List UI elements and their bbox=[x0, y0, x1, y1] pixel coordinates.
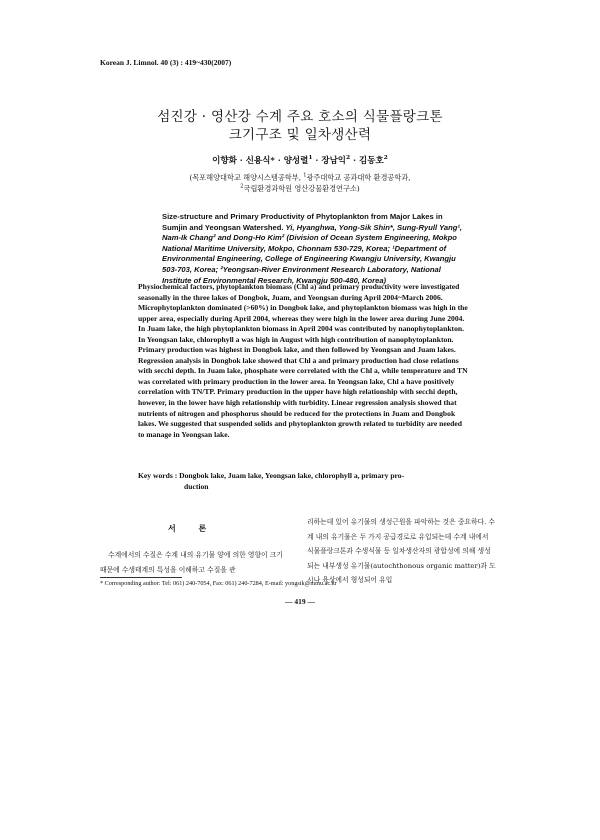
korean-authors bbox=[0, 154, 600, 166]
english-authors-affiliations: Yi, Hyanghwa, Yong-Sik Shin*, Sung-Ryull Yang¹, Nam-Ik Chang² and Dong-Ho Kim² (Division of Ocean System Engineering, Mokpo National Maritime University, Mokpo, Chonnam 530-729, Korea; ¹Department of Environmental Engineering, College of Engineering Kwangju University, Kwangju 503-703, Korea; ²Yeongsan-River Environment Research Laboratory, National Institute of Environmental Research, Kwangju 500-480, Korea) bbox=[162, 222, 463, 285]
author-name: 양성렬 bbox=[283, 156, 309, 166]
keywords-text-continued: duction bbox=[184, 481, 209, 491]
intro-left-column: 수계에서의 수질은 수계 내의 유기물 양에 의한 영향이 크기 때문에 수생태계의 특성을 이해하고 수질을 관 bbox=[100, 551, 283, 574]
affiliation-text: 국립환경과학원 영산강물환경연구소) bbox=[243, 184, 360, 193]
author-separator: · bbox=[274, 156, 284, 166]
author-separator: · bbox=[236, 156, 246, 166]
intro-right-column: 리하는데 있어 유기물의 생성근원을 파악하는 것은 중요하다. 수계 내의 유기물은 두 가지 공급경로로 유입되는데 수계 내에서 식물플랑크톤과 수생식물 등 일차생산자의 광합성에 의해 생성되는 내부생성 유기물(autochthonous organic matter)과 도시나 육상에서 형성되어 유입 bbox=[307, 518, 496, 584]
korean-title-line2: 크기구조 및 일차생산력 bbox=[228, 127, 372, 143]
keywords-label: Key words : bbox=[138, 471, 180, 480]
affiliation-mark: 2 bbox=[240, 183, 244, 190]
affiliation-text: (목포해양대학교 해양시스템공학부, bbox=[189, 173, 304, 182]
english-title-block bbox=[162, 212, 462, 286]
journal-citation: Korean J. Limnol. 40 (3) : 419~430(2007) bbox=[100, 58, 232, 67]
author-name: 이향화 bbox=[212, 156, 237, 166]
english-title: Size-structure and Primary Productivity of Phytoplankton from Major Lakes in Sumjin and Yeongsan Watershed. bbox=[162, 212, 443, 232]
keywords-text: Dongbok lake, Juam lake, Yeongsan lake, chlorophyll a, primary pro- bbox=[179, 471, 405, 480]
corresponding-author-footnote: * Corresponding author: Tel: 061) 240-7054, Fax: 061) 240-7284, E-mail: yongsik@mmu.ac.kr bbox=[100, 580, 337, 587]
korean-affiliations bbox=[0, 172, 600, 194]
affiliation-mark: 1 bbox=[303, 172, 307, 179]
affiliation-text: 광주대학교 공과대학 환경공학과, bbox=[306, 173, 411, 182]
korean-title bbox=[0, 108, 600, 144]
keywords bbox=[138, 471, 468, 492]
author-name: 장남익 bbox=[321, 156, 346, 166]
abstract: Physiochemical factors, phytoplankton biomass (Chl a) and primary productivity were investigated seasonally in the three lakes of Dongbok, Juam, and Yeongsan during April 2004~March 2006. Microphytoplankton dominated (>60%) in Dongbok lake, and phytoplankton biomass was high in the upper area, especially during April 2004, whereas they were high in the lower area during June 2004. In Juam lake, the high phytoplankton biomass in April 2004 was contributed by nanophytoplankton. In Yeongsan lake, chlorophyll a was high in August with high contribution of nanophytoplankton. Primary production was highest in Dongbok lake, and then followed by Yeongsan and Juam lakes. Regression analysis in Dongbok lake showed that Chl a and primary production had close relations with secchi depth. In Juam lake, phosphate were correlated with the Chl a, while temperature and TN was correlated with primary production in the lower area. In Yeongsan lake, Chl a have positively correlation with TN/TP. Primary production in the upper have high relationship with secchi depth, however, in the lower have high relationship with turbidity. Linear regression analysis showed that nutrients of nitrogen and phosphorus should be reduced for the protections in Juam and Dongbok lakes. We suggested that suspended solids and phytoplankton growth related to turbidity are needed to manage in Yeongsan lake. bbox=[138, 282, 468, 439]
affiliation-mark: 1 bbox=[308, 154, 313, 162]
section-heading-introduction: 서 론 bbox=[168, 523, 217, 533]
korean-affiliation-line2 bbox=[0, 183, 600, 194]
affiliation-mark: 2 bbox=[383, 154, 388, 162]
footnote-divider bbox=[100, 577, 182, 578]
page-number: — 419 — bbox=[285, 597, 315, 606]
korean-title-line1: 섬진강 · 영산강 수계 주요 호소의 식물플랑크톤 bbox=[157, 109, 443, 125]
affiliation-mark: 2 bbox=[346, 154, 351, 162]
author-name: 신용식* bbox=[245, 156, 275, 166]
author-separator: · bbox=[312, 156, 322, 166]
author-name: 김동호 bbox=[359, 156, 384, 166]
korean-affiliation-line1 bbox=[0, 172, 600, 183]
author-separator: · bbox=[350, 156, 360, 166]
